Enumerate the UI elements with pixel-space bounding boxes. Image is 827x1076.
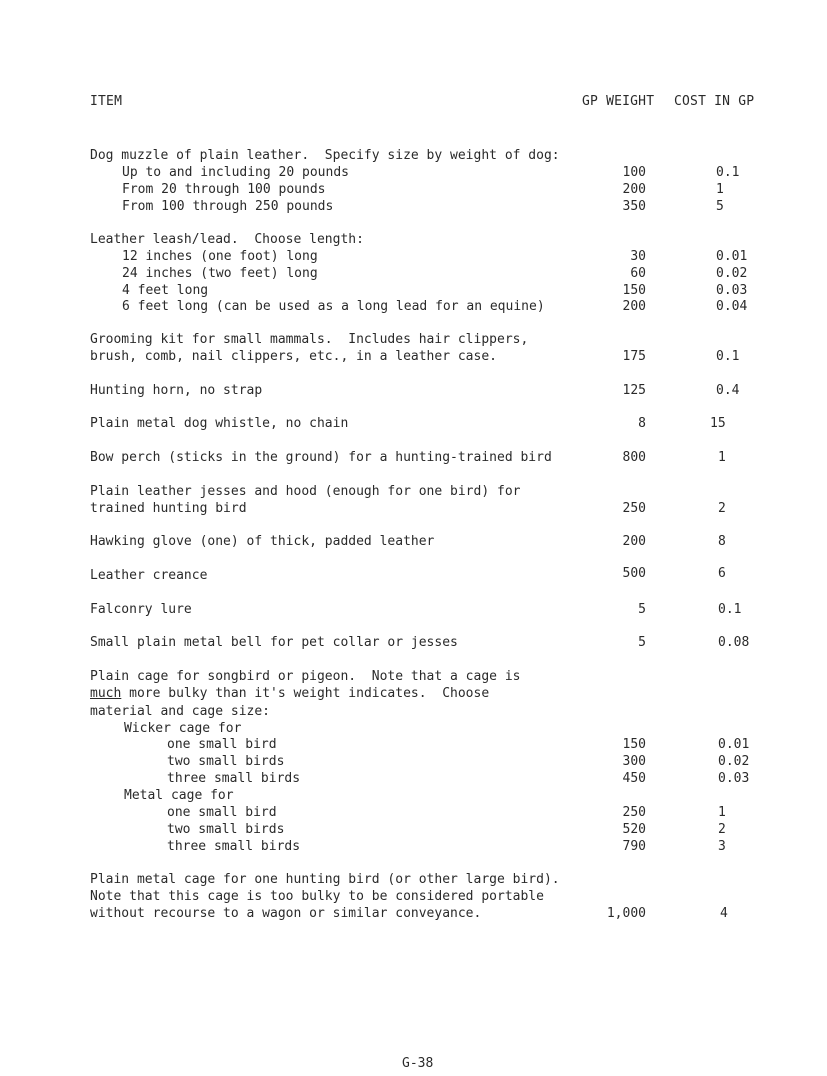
list-item: one small bird 150 0.01	[0, 736, 827, 753]
weight-value: 250	[622, 501, 646, 516]
weight-value: 1,000	[606, 906, 646, 921]
list-item: Note that this cage is too bulky to be considered portable	[90, 889, 544, 904]
cost-value: 0.02	[718, 754, 750, 769]
list-item: Falconry lure 5 0.1	[0, 601, 827, 618]
weight-value: 60	[630, 266, 646, 281]
weight-value: 125	[622, 383, 646, 398]
weight-value: 30	[630, 249, 646, 264]
cost-value: 0.03	[716, 283, 748, 298]
cost-value: 0.04	[716, 299, 748, 314]
cost-value: 0.1	[716, 165, 740, 180]
cost-value: 4	[720, 906, 728, 921]
list-item: without recourse to a wagon or similar conveyance. 1,000 4	[0, 905, 827, 922]
list-item: two small birds 300 0.02	[0, 753, 827, 770]
weight-value: 5	[638, 635, 646, 650]
cost-value: 2	[718, 501, 726, 516]
list-item: one small bird 250 1	[0, 804, 827, 821]
cost-value: 5	[716, 199, 724, 214]
cost-value: 1	[716, 182, 724, 197]
weight-value: 8	[638, 416, 646, 431]
cost-value: 0.01	[718, 737, 750, 752]
list-item: three small birds 790 3	[0, 838, 827, 855]
list-item: Hawking glove (one) of thick, padded leather 200 8	[0, 533, 827, 550]
weight-value: 175	[622, 349, 646, 364]
item-column-header: ITEM	[90, 94, 123, 109]
list-item: 4 feet long 150 0.03	[0, 282, 827, 299]
weight-value: 790	[622, 839, 646, 854]
list-item: Grooming kit for small mammals. Includes hair clippers,	[90, 332, 529, 347]
list-item: Leather leash/lead. Choose length:	[90, 232, 364, 247]
list-item: Metal cage for	[124, 788, 234, 803]
weight-value: 250	[622, 805, 646, 820]
list-item: Hunting horn, no strap 125 0.4	[0, 382, 827, 399]
cost-value: 0.1	[716, 349, 740, 364]
list-item: Plain cage for songbird or pigeon. Note that a cage is	[90, 669, 521, 684]
list-item: much more bulky than it's weight indicates. Choose	[90, 686, 490, 701]
cost-value: 6	[718, 566, 726, 581]
cost-value: 0.08	[718, 635, 750, 650]
cost-value: 0.03	[718, 771, 750, 786]
list-item: trained hunting bird 250 2	[0, 500, 827, 517]
weight-value: 150	[622, 283, 646, 298]
list-item: From 100 through 250 pounds 350 5	[0, 198, 827, 215]
list-item: Wicker cage for	[124, 721, 242, 736]
weight-value: 5	[638, 602, 646, 617]
list-item: two small birds 520 2	[0, 821, 827, 838]
cost-value: 0.02	[716, 266, 748, 281]
weight-value: 300	[622, 754, 646, 769]
cost-value: 1	[718, 450, 726, 465]
weight-value: 100	[622, 165, 646, 180]
cost-value: 0.1	[718, 602, 742, 617]
weight-value: 450	[622, 771, 646, 786]
weight-value: 200	[622, 182, 646, 197]
weight-value: 200	[622, 299, 646, 314]
weight-value: 800	[622, 450, 646, 465]
weight-value: 200	[622, 534, 646, 549]
cost-value: 0.01	[716, 249, 748, 264]
list-item: Up to and including 20 pounds 100 0.1	[0, 164, 827, 181]
list-item: 12 inches (one foot) long 30 0.01	[0, 248, 827, 265]
weight-value: 350	[622, 199, 646, 214]
list-item: three small birds 450 0.03	[0, 770, 827, 787]
list-item: Bow perch (sticks in the ground) for a hunting-trained bird 800 1	[0, 449, 827, 466]
cost-value: 8	[718, 534, 726, 549]
list-item: Leather creance 500 6	[0, 567, 827, 584]
list-item: brush, comb, nail clippers, etc., in a leather case. 175 0.1	[0, 348, 827, 365]
list-item: 6 feet long (can be used as a long lead for an equine) 200 0.04	[0, 298, 827, 315]
cost-value: 2	[718, 822, 726, 837]
cost-column-header: COST IN GP	[674, 94, 755, 109]
weight-value: 150	[622, 737, 646, 752]
weight-column-header: GP WEIGHT	[582, 94, 655, 109]
weight-value: 520	[622, 822, 646, 837]
cost-value: 1	[718, 805, 726, 820]
cost-value: 3	[718, 839, 726, 854]
list-item: Plain metal dog whistle, no chain 8 15	[0, 415, 827, 432]
list-item: Small plain metal bell for pet collar or jesses 5 0.08	[0, 634, 827, 651]
list-item: From 20 through 100 pounds 200 1	[0, 181, 827, 198]
list-item: Plain metal cage for one hunting bird (or other large bird).	[90, 872, 560, 887]
list-item: Dog muzzle of plain leather. Specify size by weight of dog:	[90, 148, 560, 163]
list-item: Plain leather jesses and hood (enough for one bird) for	[90, 484, 521, 499]
page-number: G-38	[402, 1056, 434, 1071]
list-item: material and cage size:	[90, 704, 271, 719]
cost-value: 15	[710, 416, 726, 431]
cost-value: 0.4	[716, 383, 740, 398]
weight-value: 500	[622, 566, 646, 581]
list-item: 24 inches (two feet) long 60 0.02	[0, 265, 827, 282]
